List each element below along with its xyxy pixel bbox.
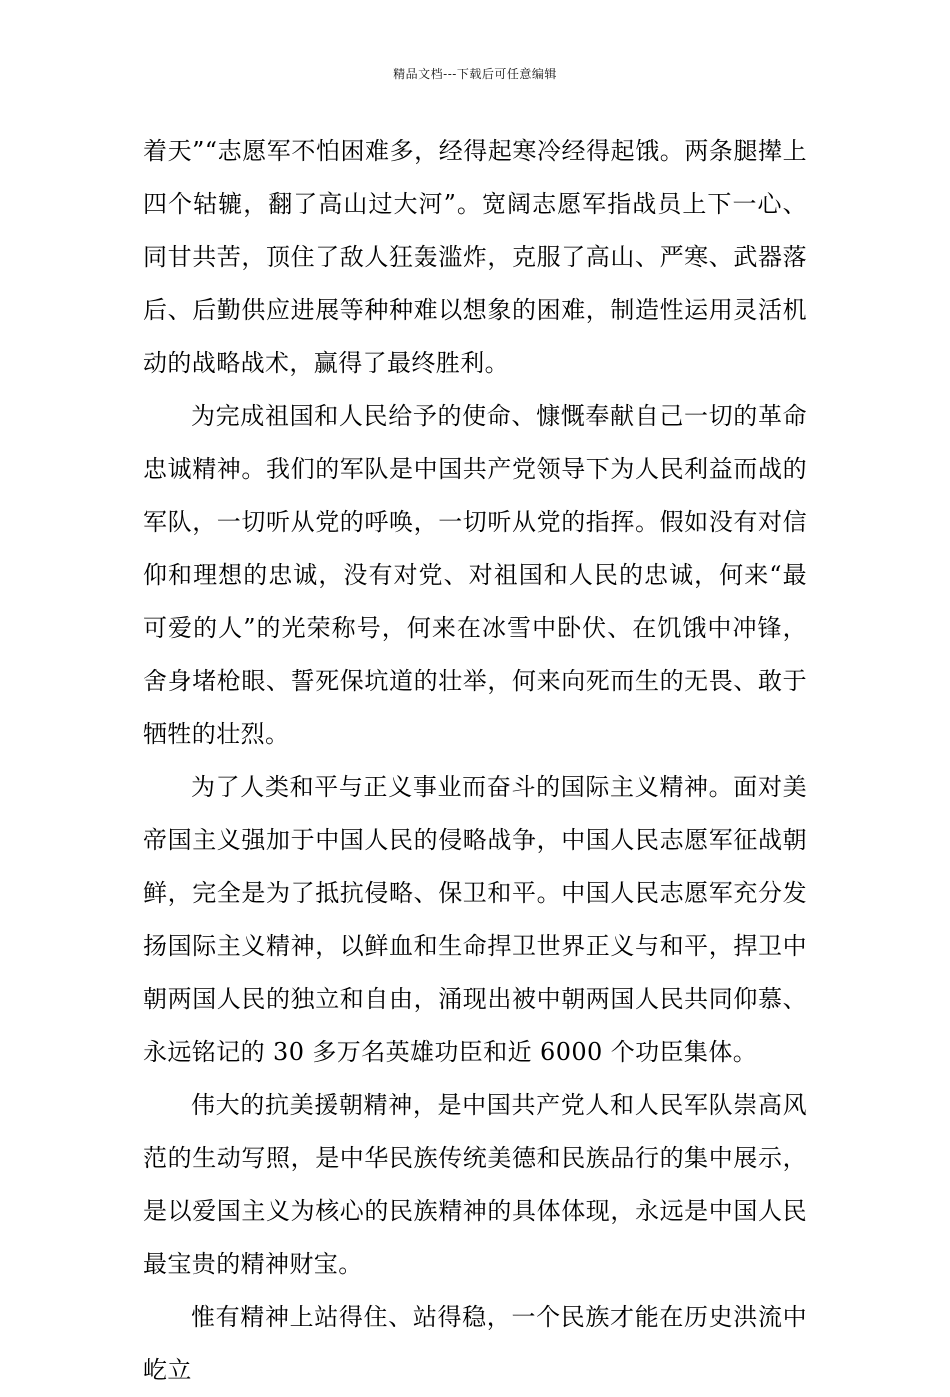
body-text	[143, 125, 807, 1397]
paragraph: 伟大的抗美援朝精神，是中国共产党人和人民军队崇高风范的生动写照，是中华民族传统美德和民族品行的集中展示，是以爱国主义为核心的民族精神的具体体现，永远是中国人民最宝贵的精神财宝。	[143, 1091, 807, 1278]
paragraph-continuation: 着天”“志愿军不怕困难多，经得起寒冷经得起饿。两条腿撵上四个轱辘，翻了高山过大河”。宽阔志愿军指战员上下一心、同甘共苦，顶住了敌人狂轰滥炸，克服了高山、严寒、武器落后、后勤供应进展等种种难以想象的困难，制造性运用灵活机动的战略战术，赢得了最终胜利。	[143, 137, 807, 377]
page-header: 精品文档---下载后可任意编辑	[393, 67, 557, 81]
paragraph: 为了人类和平与正义事业而奋斗的国际主义精神。面对美帝国主义强加于中国人民的侵略战争，中国人民志愿军征战朝鲜，完全是为了抵抗侵略、保卫和平。中国人民志愿军充分发扬国际主义精神，以鲜血和生命捍卫世界正义与和平，捍卫中朝两国人民的独立和自由，涌现出被中朝两国人民共同仰慕、永远铭记的 30 多万名英雄功臣和近 6000 个功臣集体。	[143, 773, 807, 1066]
paragraph: 惟有精神上站得住、站得稳，一个民族才能在历史洪流中屹立	[143, 1303, 807, 1384]
paragraph: 为完成祖国和人民给予的使命、慷慨奉献自己一切的革命忠诚精神。我们的军队是中国共产党领导下为人民利益而战的军队，一切听从党的呼唤，一切听从党的指挥。假如没有对信仰和理想的忠诚，没有对党、对祖国和人民的忠诚，何来“最可爱的人”的光荣称号，何来在冰雪中卧伏、在饥饿中冲锋，舍身堵枪眼、誓死保坑道的壮举，何来向死而生的无畏、敢于牺牲的壮烈。	[143, 402, 807, 748]
